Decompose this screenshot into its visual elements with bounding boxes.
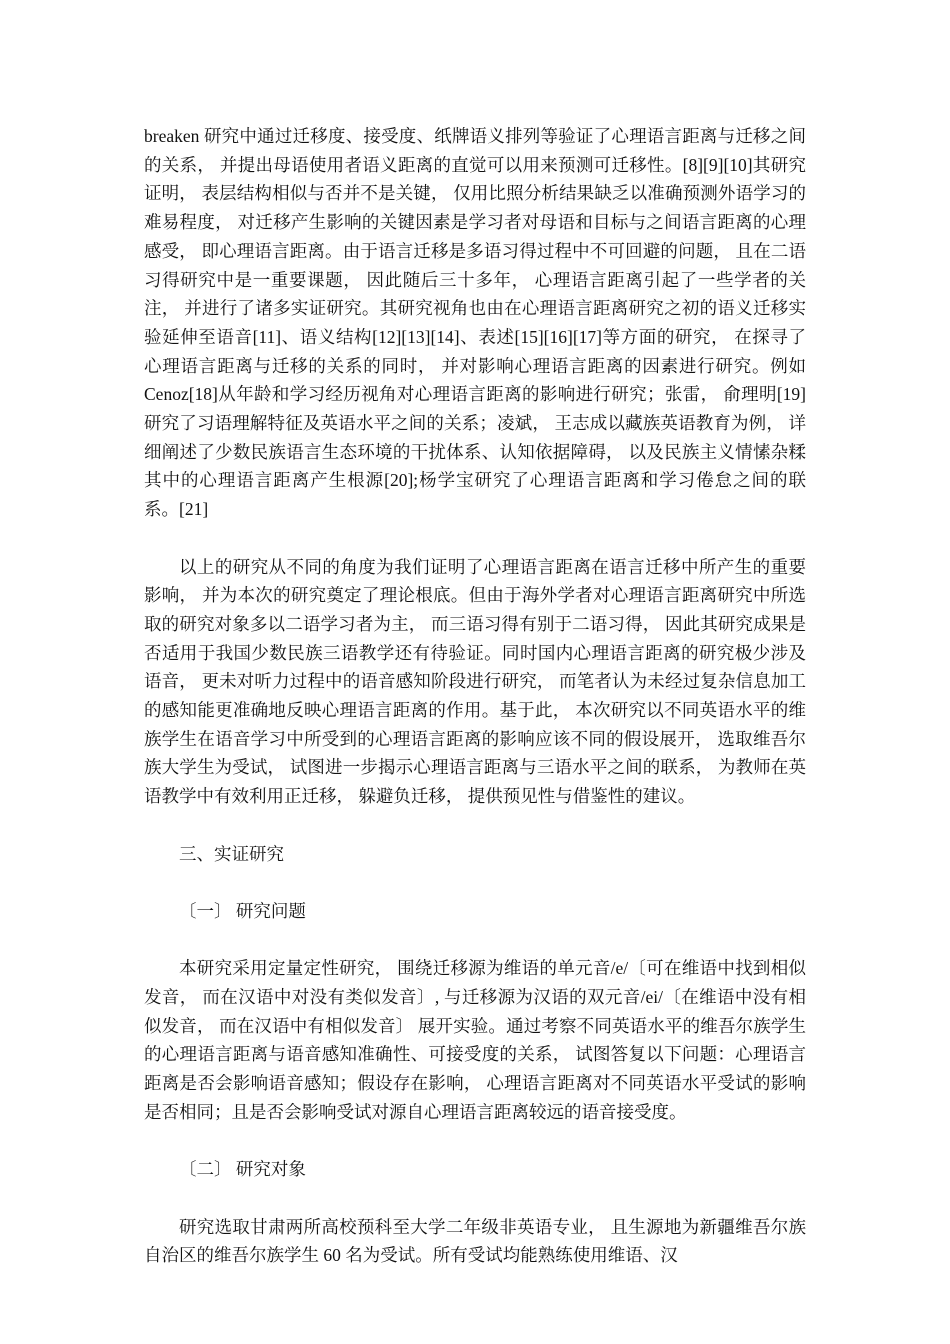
body-paragraph: 研究选取甘肃两所高校预科至大学二年级非英语专业， 且生源地为新疆维吾尔族自治区的维吾尔族学生 60 名为受试。所有受试均能熟练使用维语、汉 <box>144 1216 806 1266</box>
subsection-heading: 〔二〕 研究对象 <box>179 1159 306 1180</box>
body-paragraph: 以上的研究从不同的角度为我们证明了心理语言距离在语言迁移中所产生的重要影响， 并为本次的研究奠定了理论根底。但由于海外学者对心理语言距离研究中所选取的研究对象多以二语学习者为主， 而三语习得有别于二语习得， 因此其研究成果是否适用于我国少数民族三语教学还有待验证。同时国内心理语言距离的研究极少涉及语音， 更未对听力过程中的语音感知阶段进行研究， 而笔者认为未经过复杂信息加工的感知能更准确地反映心理语言距离的作用。基于此， 本次研究以不同英语水平的维族学生在语音学习中所受到的心理语言距离的影响应该不同的假设展开， 选取维吾尔族大学生为受试， 试图进一步揭示心理语言距离与三语水平之间的联系， 为教师在英语教学中有效利用正迁移， 躲避负迁移， 提供预见性与借鉴性的建议。 <box>144 556 806 807</box>
section-heading: 三、实证研究 <box>179 843 284 864</box>
subsection-heading: 〔一〕 研究问题 <box>179 900 306 921</box>
body-paragraph: 本研究采用定量定性研究， 围绕迁移源为维语的单元音/e/〔可在维语中找到相似发音， 而在汉语中对没有类似发音〕, 与迁移源为汉语的双元音/ei/〔在维语中没有相似发音， 而在汉语中有相似发音〕 展开实验。通过考察不同英语水平的维吾尔族学生的心理语言距离与语音感知准确性、可接受度的关系， 试图答复以下问题：心理语言距离是否会影响语音感知；假设存在影响， 心理语言距离对不同英语水平受试的影响是否相同；且是否会影响受试对源自心理语言距离较远的语音接受度。 <box>144 958 806 1122</box>
document-page <box>144 122 806 1270</box>
body-paragraph: breaken 研究中通过迁移度、接受度、纸牌语义排列等验证了心理语言距离与迁移之间的关系， 并提出母语使用者语义距离的直觉可以用来预测可迁移性。[8][9][10]其研究证明， 表层结构相似与否并不是关键， 仅用比照分析结果缺乏以准确预测外语学习的难易程度， 对迁移产生影响的关键因素是学习者对母语和目标与之间语言距离的心理感受， 即心理语言距离。由于语言迁移是多语习得过程中不可回避的问题， 且在二语习得研究中是一重要课题， 因此随后三十多年， 心理语言距离引起了一些学者的关注， 并进行了诸多实证研究。其研究视角也由在心理语言距离研究之初的语义迁移实验延伸至语音[11]、语义结构[12][13][14]、表述[15][16][17]等方面的研究， 在探寻了心理语言距离与迁移的关系的同时， 并对影响心理语言距离的因素进行研究。例如 Cenoz[18]从年龄和学习经历视角对心理语言距离的影响进行研究；张雷， 俞理明[19]研究了习语理解特征及英语水平之间的关系；凌斌， 王志成以藏族英语教育为例， 详细阐述了少数民族语言生态环境的干扰体系、认知依据障碍， 以及民族主义情愫杂糅其中的心理语言距离产生根源[20];杨学宝研究了心理语言距离和学习倦怠之间的联系。[21] <box>144 126 806 520</box>
